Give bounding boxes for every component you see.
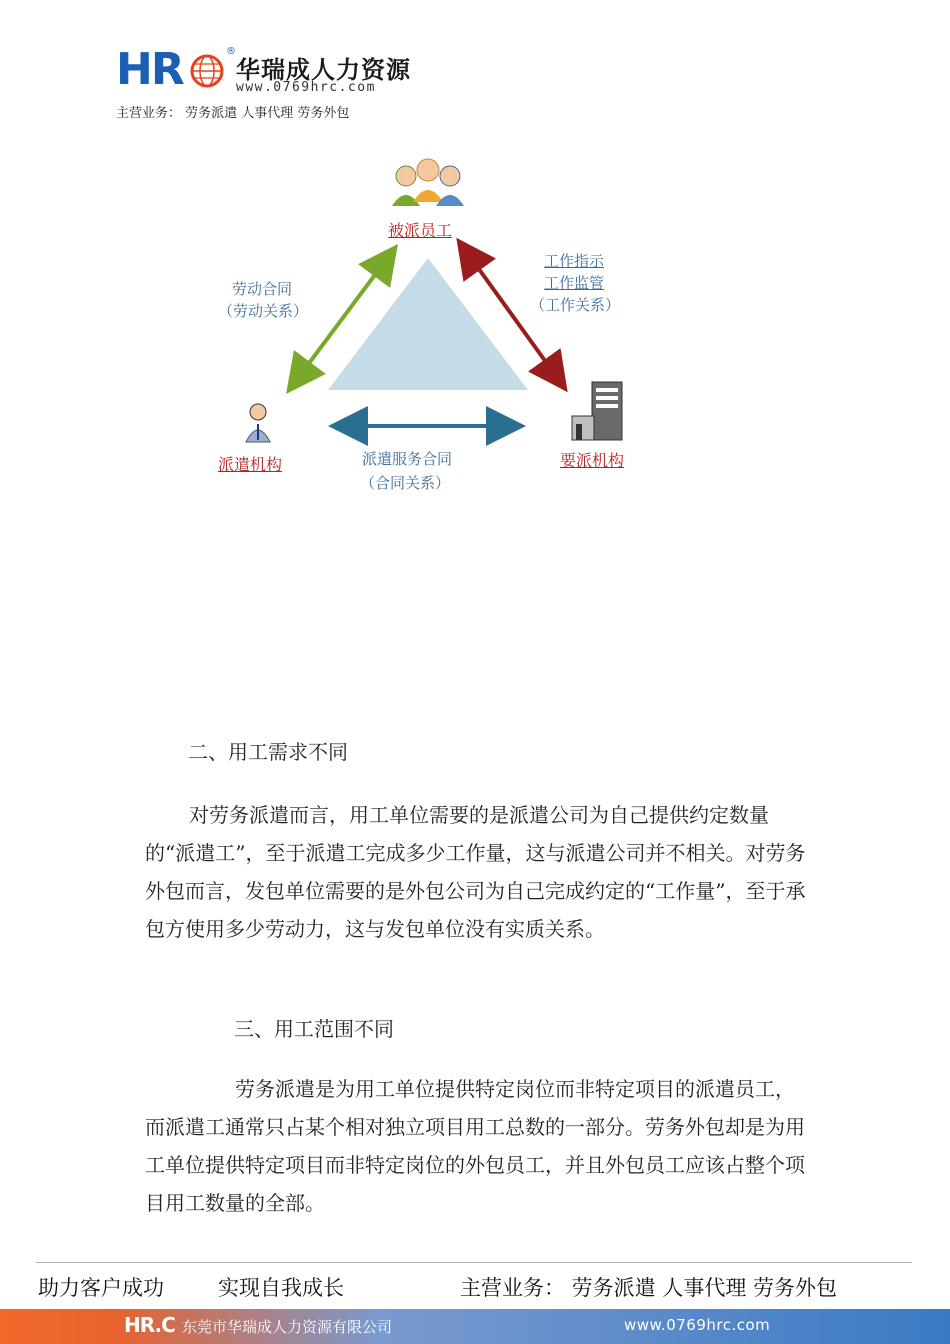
footer-slogan-left: 助力客户成功 (38, 1276, 164, 1300)
section3-heading: 三、用工范围不同 (234, 1017, 394, 1041)
node-dispatch-agency: 派遣机构 (218, 455, 283, 474)
header-tagline: 主营业务： 劳务派遣 人事代理 劳务外包 (116, 106, 350, 121)
footer-slogan-right: 主营业务： 劳务派遣 人事代理 劳务外包 (460, 1276, 838, 1300)
left-edge-label-1: 劳动合同 (232, 280, 293, 298)
left-edge-label-2: （劳动关系） (218, 302, 309, 320)
logo-mark: HR (116, 44, 183, 95)
agency-person-icon (246, 404, 270, 442)
footer-slogan-mid: 实现自我成长 (218, 1276, 344, 1300)
globe-icon (190, 54, 224, 88)
footer-company-name: 东莞市华瑞成人力资源有限公司 (182, 1318, 393, 1336)
node-dispatched-employee: 被派员工 (388, 221, 453, 240)
bottom-edge-label-2: （合同关系） (360, 474, 451, 492)
section3-paragraph: 劳务派遣是为用工单位提供特定岗位而非特定项目的派遣员工，而派遣工通常只占某个相对独立项目用工总数的一部分。劳务外包却是为用工单位提供特定项目而非特定岗位的外包员工，并且外包员工应该占整个项目用工数量的全部。 (145, 1077, 805, 1215)
bottom-edge-label-1: 派遣服务合同 (362, 450, 453, 468)
company-name: 华瑞成人力资源 (236, 56, 411, 84)
section2-heading: 二、用工需求不同 (188, 740, 348, 764)
employer-building-icon (572, 382, 622, 440)
company-website: www.0769hrc.com (236, 80, 376, 95)
right-edge-label-3: （工作关系） (530, 296, 621, 314)
footer-bar (0, 1309, 950, 1344)
employees-icon (392, 159, 464, 206)
company-logo (116, 46, 416, 124)
registered-mark: ® (226, 46, 236, 57)
footer-divider (36, 1262, 912, 1263)
triangle-shape (328, 258, 528, 390)
footer-logo: HR.C (124, 1313, 175, 1337)
right-edge-label-2: 工作监管 (544, 274, 605, 292)
node-employer: 要派机构 (560, 451, 625, 470)
right-edge-label-1: 工作指示 (544, 252, 605, 270)
dispatch-relationship-diagram (210, 150, 650, 500)
section2-paragraph: 对劳务派遣而言，用工单位需要的是派遣公司为自己提供约定数量的“派遣工”，至于派遣工完成多少工作量，这与派遣公司并不相关。对劳务外包而言，发包单位需要的是外包公司为自己完成约定的“工作量”，至于承包方使用多少劳动力，这与发包单位没有实质关系。 (145, 803, 806, 941)
footer-website: www.0769hrc.com (624, 1316, 771, 1334)
